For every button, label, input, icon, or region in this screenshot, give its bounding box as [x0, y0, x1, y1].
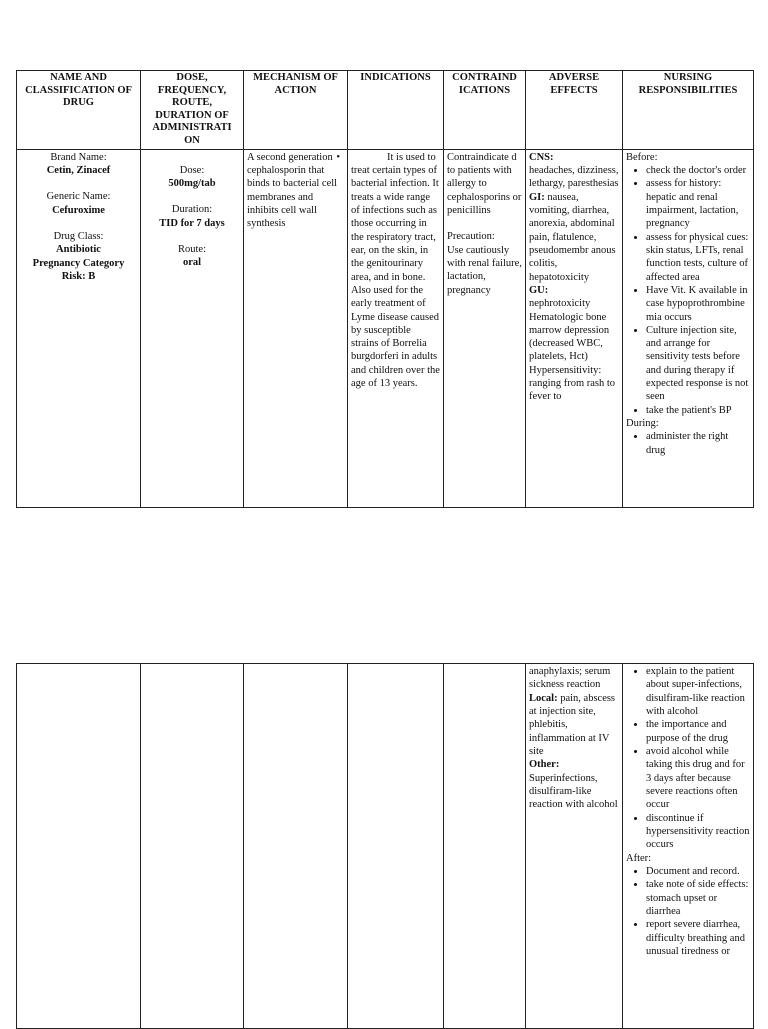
- brand-label: Brand Name:: [50, 151, 107, 163]
- duration-label: Duration:: [171, 204, 213, 216]
- header-mechanism: MECHANISM OF ACTION: [244, 71, 348, 150]
- header-contraindications: CONTRAIND ICATIONS: [444, 71, 526, 150]
- list-item: • administer the right drug: [646, 430, 750, 457]
- list-item: • explain to the patient about super-infections, disulfiram-like reaction with alcohol: [646, 665, 750, 718]
- list-item: • the importance and purpose of the drug: [646, 718, 750, 745]
- empty-cell: [17, 664, 141, 1029]
- pregnancy-category: Pregnancy Category Risk: B: [32, 257, 125, 282]
- empty-cell: [348, 664, 444, 1029]
- gi-text: nausea, vomiting, diarrhea, anorexia, abdominal pain, flatulence, pseudomembr anous colitis, hepatotoxicity: [529, 191, 616, 283]
- mechanism-cell: [244, 149, 348, 507]
- precaution-label: Precaution:: [447, 231, 495, 243]
- route-value: oral: [182, 257, 202, 269]
- header-adverse-effects: ADVERSE EFFECTS: [526, 71, 623, 150]
- after-list: [626, 865, 750, 958]
- gu-label: GU:: [529, 284, 549, 296]
- duration-value: TID for 7 days: [159, 217, 225, 229]
- list-item: • Have Vit. K available in case hypoprothrombine mia occurs: [646, 284, 750, 324]
- list-item: • assess for physical cues: skin status, LFTs, renal function tests, culture of affected area: [646, 231, 750, 284]
- table-row: [17, 149, 754, 507]
- mechanism-bullet: •: [336, 151, 340, 163]
- header-name-classification: NAME AND CLASSIFICATION OF DRUG: [17, 71, 141, 150]
- cns-label: CNS:: [529, 151, 554, 163]
- indications-cell: [348, 149, 444, 507]
- local-text: pain, abscess at injection site, phlebitis, inflammation at IV site: [529, 692, 616, 757]
- drug-study-table-page1: [16, 70, 754, 508]
- generic-label: Generic Name:: [46, 191, 111, 203]
- header-dose: DOSE, FREQUENCY, ROUTE, DURATION OF ADMINISTRATI ON: [141, 71, 244, 150]
- dose-cell: [141, 149, 244, 507]
- gi-label: GI:: [529, 191, 545, 203]
- contraindications-text: Contraindicate d to patients with allergy to cephalosporins or penicillins: [447, 151, 522, 216]
- header-nursing: NURSING RESPONSIBILITIES: [623, 71, 754, 150]
- list-item: • report severe diarrhea, difficulty breathing and unusual tiredness or: [646, 918, 750, 958]
- before-list: [626, 164, 750, 417]
- route-label: Route:: [178, 243, 206, 255]
- adverse-effects-cell-cont: [526, 664, 623, 1029]
- dose-label: Dose:: [179, 164, 205, 176]
- drug-name-cell: [17, 149, 141, 507]
- header-indications: INDICATIONS: [348, 71, 444, 150]
- other-label: Other:: [529, 759, 560, 771]
- anaphylaxis-text: anaphylaxis; serum sickness reaction: [529, 666, 611, 691]
- indications-text: It is used to treat certain types of bacterial infection. It treats a wide range of infections such as those occurring in the respiratory tract, ear, on the skin, in the genitourinary area, and in bone. Also used for the early treatment of Lyme disease caused by susceptible strains of Borrelia burgdorferi in adults and children over the age of 13 years.: [351, 151, 440, 390]
- generic-value: Cefuroxime: [52, 204, 105, 216]
- nursing-cell-cont: [623, 664, 754, 1029]
- other-text: Superinfections, disulfiram-like reaction with alcohol: [529, 772, 618, 811]
- list-item: • Culture injection site, and arrange for sensitivity tests before and during therapy if expected response is not seen: [646, 324, 750, 404]
- empty-cell: [444, 664, 526, 1029]
- during-list: [626, 430, 750, 457]
- table-row: [17, 664, 754, 1029]
- after-label: After:: [626, 852, 652, 864]
- class-value: Antibiotic: [56, 244, 101, 256]
- drug-study-table-page2: [16, 663, 754, 1029]
- gu-text: nephrotoxicity Hematologic bone marrow depression (decreased WBC, platelets, Hct) Hypersensitivity: ranging from rash to fever to: [529, 298, 616, 403]
- list-item: • take note of side effects: stomach upset or diarrhea: [646, 878, 750, 918]
- empty-cell: [244, 664, 348, 1029]
- list-item: • Document and record.: [646, 865, 750, 878]
- list-item: • discontinue if hypersensitivity reaction occurs: [646, 812, 750, 852]
- adverse-effects-cell: [526, 149, 623, 507]
- class-label: Drug Class:: [53, 230, 104, 242]
- precaution-text: Use cautiously with renal failure, lactation, pregnancy: [447, 244, 522, 296]
- before-label: Before:: [626, 151, 658, 163]
- list-item: • avoid alcohol while taking this drug and for 3 days after because severe reactions often occur: [646, 745, 750, 812]
- mechanism-text: A second generation cephalosporin that binds to bacterial cell membranes and inhibits cell wall synthesis: [247, 151, 338, 230]
- empty-cell: [141, 664, 244, 1029]
- contraindications-cell: [444, 149, 526, 507]
- list-item: • take the patient's BP: [646, 404, 750, 417]
- list-item: • assess for history: hepatic and renal impairment, lactation, pregnancy: [646, 177, 750, 230]
- during-label: During:: [626, 418, 659, 430]
- local-label: Local:: [529, 692, 558, 704]
- brand-value: Cetin, Zinacef: [46, 164, 111, 176]
- nursing-cell: [623, 149, 754, 507]
- cns-text: headaches, dizziness, lethargy, paresthesias: [529, 164, 619, 190]
- header-row: [17, 71, 754, 150]
- during-list-cont: [626, 665, 750, 852]
- list-item: • check the doctor's order: [646, 164, 750, 177]
- dose-value: 500mg/tab: [168, 177, 216, 189]
